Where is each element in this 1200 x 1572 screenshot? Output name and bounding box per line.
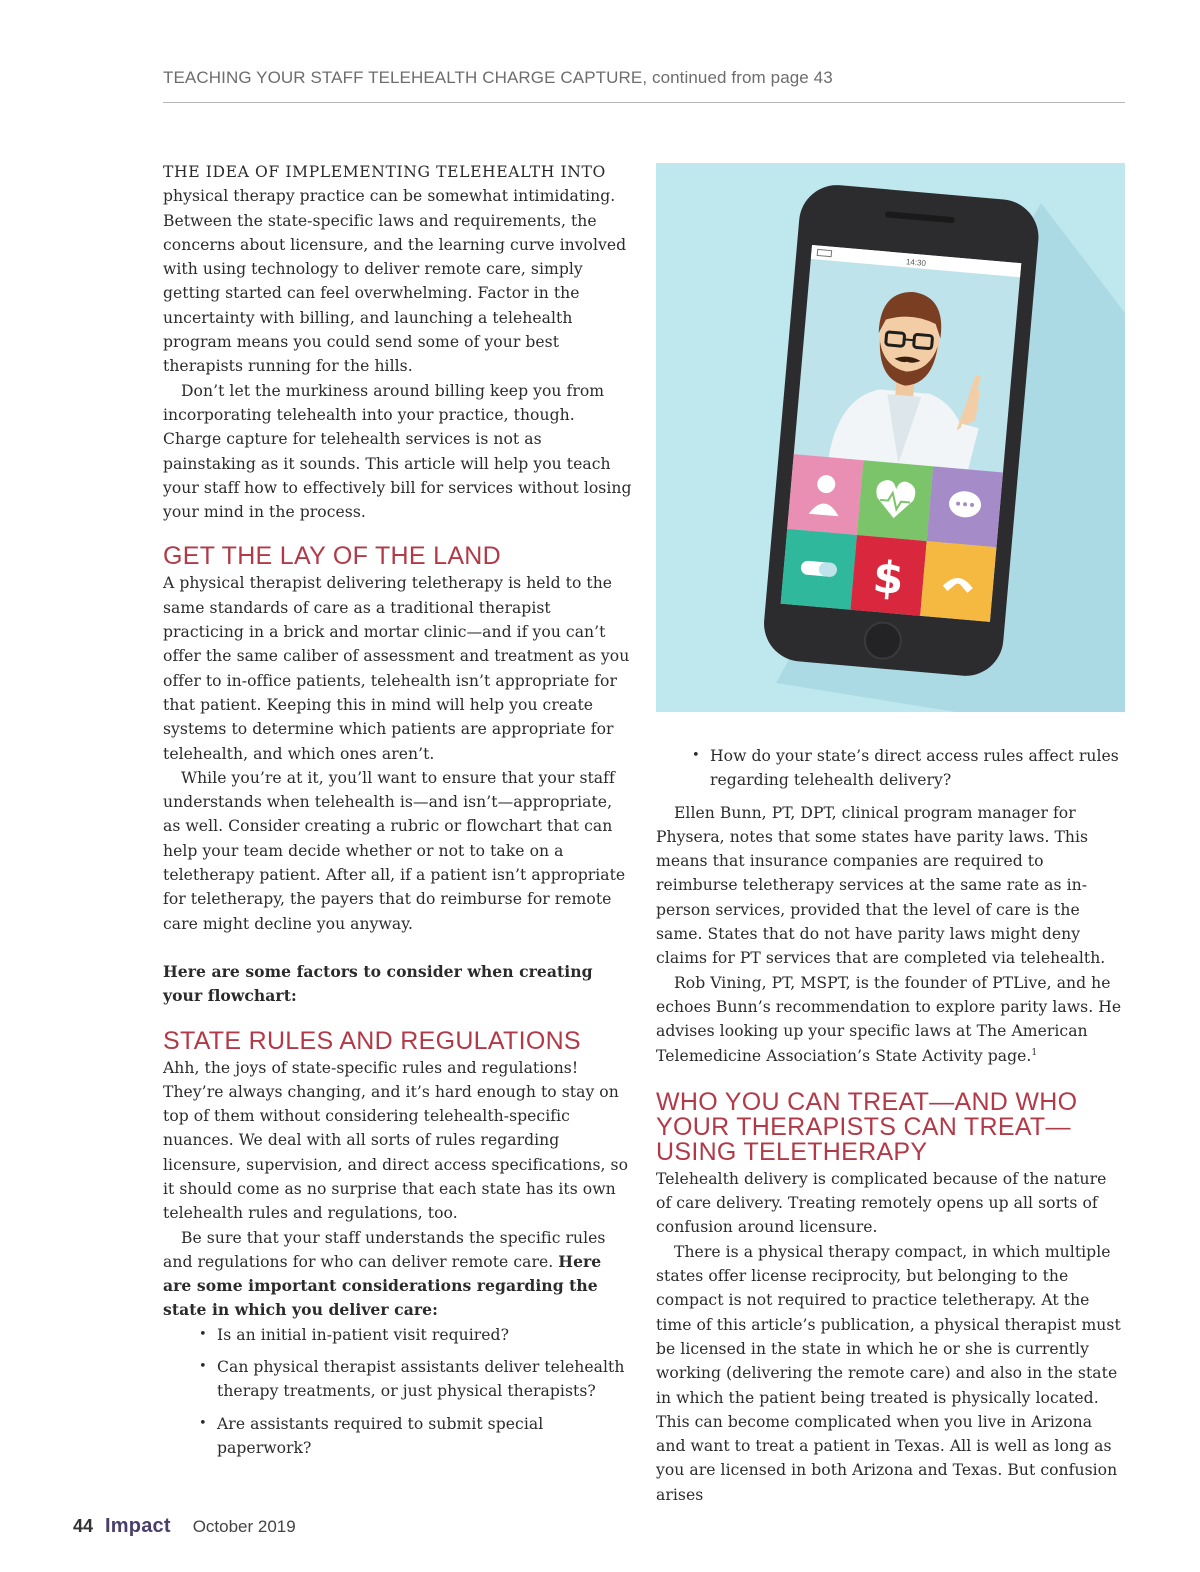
paragraph-compact: There is a physical therapy compact, in which multiple states offer license reciprocity, but belonging to the compact is not required to practice teletherapy. At the time of this article’s publication, a physical therapist must be licensed in the state in which he or she is currently working (delivering the remote care) and also in the state in which the patient being treated is physically located. This can become complicated when you live in Arizona and want to treat a patient in Texas. All is well as long as you are licensed in both Arizona and Texas. But confusion arises [656,1242,1121,1504]
intro-text: physical therapy practice can be somewhat intimidating. Between the state-specific laws and requirements, the concerns about licensure, and the learning curve involved with using technology to deliver remote care, simply getting started can feel overwhelming. Factor in the uncertainty with billing, and launching a telehealth program means you could send some of your best therapists running for the hills. [163,187,627,376]
paragraph-standards: A physical therapist delivering teletherapy is held to the same standards of care as a traditional therapist practicing in a brick and mortar clinic—and if you can’t offer the same caliber of assessment and treatment as you offer to in-office patients, telehealth isn’t appropriate for that patient. Keeping this in mind will help you create systems to determine which patients are appropriate for telehealth, and which ones aren’t. [163,574,630,763]
tile-user [787,454,863,535]
paragraph-rubric: While you’re at it, you’ll want to ensure that your staff understands when telehealth is—and isn’t—appropriate, as well. Consider creating a rubric or flowchart that can help your team decide whether or not to take on a teletherapy patient. After all, if a patient isn’t appropriate for teletherapy, the payers that do reimburse for remote care might decline you anyway. [163,768,626,933]
direct-access-list [692,744,1126,793]
considerations-text: Be sure that your staff understands the specific rules and regulations for who can deliver remote care. [163,1228,606,1271]
running-head-title: TEACHING YOUR STAFF TELEHEALTH CHARGE CAPTURE, [163,68,648,87]
paragraph-state-rules: Ahh, the joys of state-specific rules and regulations! They’re always changing, and it’s hard enough to stay on top of them without considering telehealth-specific nuances. We deal with all sorts of rules regarding licensure, supervision, and direct access specifications, so it should come as no surprise that each state has its own telehealth rules and regulations, too. [163,1058,629,1223]
heading-who-you-can-treat: WHO YOU CAN TREAT—AND WHO YOUR THERAPISTS CAN TREAT—USING TELETHERAPY [656,1087,1078,1166]
dollar-sign: $ [870,551,906,606]
issue-date: October 2019 [192,1517,296,1536]
paragraph-considerations [163,1226,633,1323]
heading-state-rules: STATE RULES AND REGULATIONS [163,1026,581,1055]
list-item: • Can physical therapist assistants deliver telehealth therapy treatments, or just physical therapists? [199,1355,633,1404]
vining-text: Rob Vining, PT, MSPT, is the founder of PTLive, and he echoes Bunn’s recommendation to explore parity laws. He advises looking up your specific laws at The American Telemedicine Association’s State Activity page. [656,973,1122,1065]
phone-illustration-svg [656,163,1125,712]
magazine-name: Impact [105,1515,171,1537]
paragraph-parity: Ellen Bunn, PT, DPT, clinical program manager for Physera, notes that some states have parity laws. This means that insurance companies are required to reimburse teletherapy services at the same rate as in-person services, provided that the level of care is the same. States that do not have parity laws might deny claims for PT services that are completed via telehealth. [656,803,1106,968]
heading-lay-of-land: GET THE LAY OF THE LAND [163,542,502,571]
list-item: • How do your state’s direct access rules affect rules regarding telehealth delivery? [692,744,1126,793]
paragraph-billing: Don’t let the murkiness around billing keep you from incorporating telehealth into your practice, though. Charge capture for telehealth services is not as painstaking as it sounds. This article will help you teach your staff how to effectively bill for services without losing your mind in the process. [163,381,632,522]
running-head-continued: continued from page 43 [647,68,833,87]
intro-lead-caps: THE IDEA OF IMPLEMENTING TELEHEALTH INTO [163,163,606,181]
considerations-bold: Here are some important considerations regarding the state in which you deliver care: [163,1251,602,1320]
app-tiles [781,454,1003,622]
telehealth-phone-illustration [656,163,1125,712]
list-item: • Is an initial in-patient visit required? [199,1323,633,1347]
intro-paragraph [163,160,633,379]
right-column [656,744,1126,1507]
status-time: 14:30 [905,257,927,268]
considerations-list [199,1323,633,1460]
page-number: 44 [73,1516,94,1536]
page-footer [73,1515,296,1538]
left-column [163,160,633,1468]
paragraph-vining [656,971,1126,1068]
paragraph-licensure: Telehealth delivery is complicated because of the nature of care delivery. Treating remotely opens up all sorts of confusion around licensure. [656,1169,1107,1237]
running-head [163,68,1125,103]
list-item: • Are assistants required to submit special paperwork? [199,1412,633,1461]
footnote-ref: 1 [1031,1047,1038,1058]
flowchart-lead: Here are some factors to consider when creating your flowchart: [163,961,593,1006]
